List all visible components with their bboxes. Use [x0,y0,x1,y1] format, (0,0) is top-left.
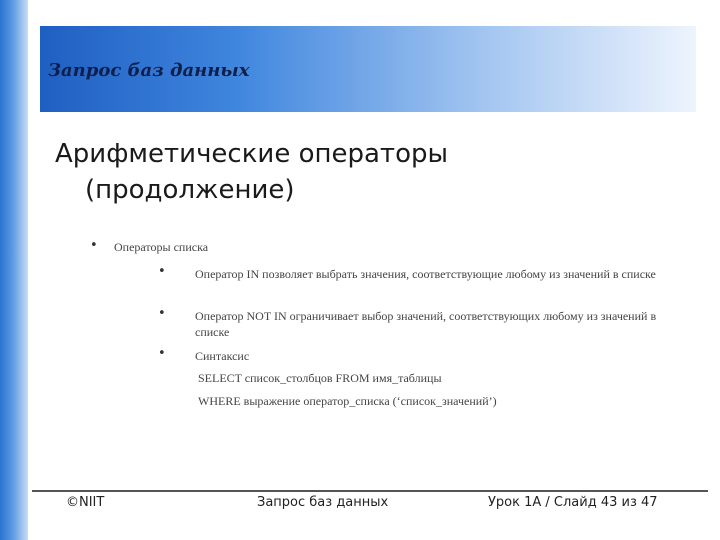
slide-title-line2: (продолжение) [85,175,295,205]
bullet-icon: • [90,238,98,253]
left-accent-bar [0,0,28,540]
header-title: Запрос баз данных [48,60,250,81]
footer-divider [32,490,708,492]
syntax-line-select: SELECT список_столбцов FROM имя_таблицы [198,371,442,385]
bullet-item-not-in: Оператор NOT IN ограничивает выбор значений, соответствующих любому из значений в списке [195,309,657,339]
slide-title-line1: Арифметические операторы [55,139,449,169]
footer-slide-number: Урок 1А / Слайд 43 из 47 [488,495,658,510]
footer-copyright: ©NIIT [66,495,105,510]
bullet-item-syntax: Синтаксис [195,349,250,363]
bullet-icon: • [158,306,166,321]
bullet-item-in: Оператор IN позволяет выбрать значения, соответствующие любому из значений в списке [195,267,656,281]
bullet-icon: • [158,346,166,361]
bullet-level1-text: Операторы списка [114,240,209,254]
footer-center-title: Запрос баз данных [257,495,389,510]
slide-title [55,136,448,208]
syntax-line-where: WHERE выражение оператор_списка (‘список_значений’) [198,394,497,408]
bullet-icon: • [158,264,166,279]
